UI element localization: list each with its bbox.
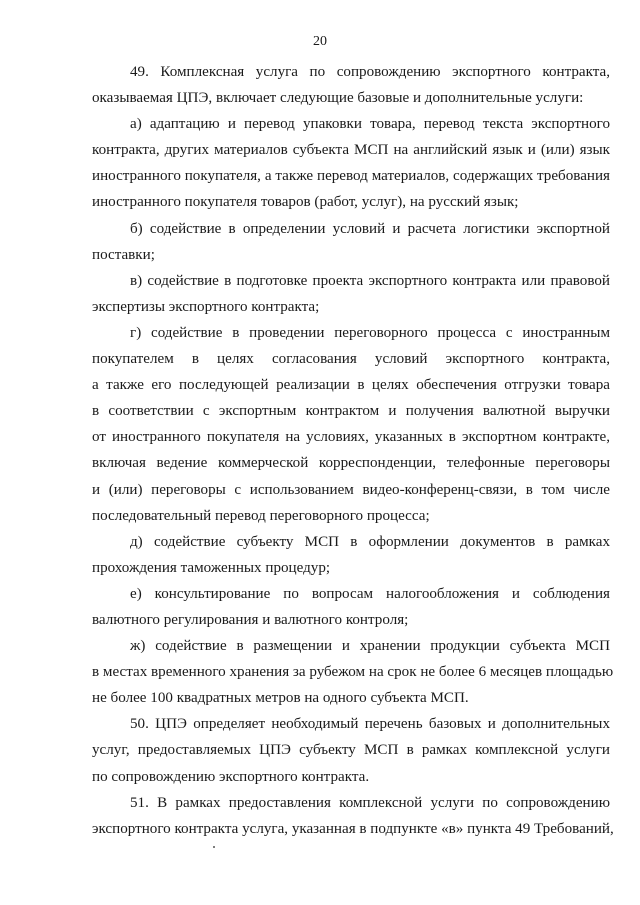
text-line: и (или) переговоры с использованием видео-конференц-связи, в том числе [92,481,610,498]
text-line: покупателем в целях согласования условий экспортного контракта, [92,351,610,368]
scan-speck [213,846,215,848]
text-line: 51. В рамках предоставления комплексной услуги по сопровождению [130,794,610,811]
text-line: а) адаптацию и перевод упаковки товара, перевод текста экспортного [130,116,610,133]
page-number: 20 [313,34,327,49]
text-line: оказываемая ЦПЭ, включает следующие базовые и дополнительные услуги: [92,90,584,107]
text-line: включая ведение коммерческой корреспонденции, телефонные переговоры [92,455,610,472]
text-line: иностранного покупателя, а также перевод материалов, содержащих требования [92,168,610,185]
text-line: экспертизы экспортного контракта; [92,298,320,315]
text-line: экспортного контракта услуга, указанная в подпункте «в» пункта 49 Требований, [92,820,614,837]
text-line: контракта, других материалов субъекта МСП на английский язык и (или) язык [92,142,610,159]
text-line: иностранного покупателя товаров (работ, услуг), на русский язык; [92,194,519,211]
text-line: от иностранного покупателя на условиях, указанных в экспортном контракте, [92,429,610,446]
text-line: в соответствии с экспортным контрактом и получения валютной выручки [92,403,610,420]
text-line: ж) содействие в размещении и хранении продукции субъекта МСП [130,638,610,655]
text-line: услуг, предоставляемых ЦПЭ субъекту МСП в рамках комплексной услуги [92,742,610,759]
text-line: валютного регулирования и валютного контроля; [92,611,409,628]
text-line: прохождения таможенных процедур; [92,559,331,576]
text-line: в) содействие в подготовке проекта экспортного контракта или правовой [130,272,610,289]
text-line: в местах временного хранения за рубежом на срок не более 6 месяцев площадью [92,664,614,681]
text-line: последовательный перевод переговорного процесса; [92,507,430,524]
text-line: не более 100 квадратных метров на одного субъекта МСП. [92,690,469,707]
text-line: а также его последующей реализации в целях обеспечения отгрузки товара [92,377,610,394]
text-line: 50. ЦПЭ определяет необходимый перечень базовых и дополнительных [130,716,610,733]
text-line: поставки; [92,246,155,263]
document-body [92,59,614,842]
text-line: по сопровождению экспортного контракта. [92,768,370,785]
text-line: е) консультирование по вопросам налогообложения и соблюдения [130,585,610,602]
text-line: 49. Комплексная услуга по сопровождению экспортного контракта, [130,64,610,80]
text-line: д) содействие субъекту МСП в оформлении документов в рамках [130,533,610,550]
text-line: г) содействие в проведении переговорного процесса с иностранным [130,324,610,341]
text-line: б) содействие в определении условий и расчета логистики экспортной [130,220,610,237]
